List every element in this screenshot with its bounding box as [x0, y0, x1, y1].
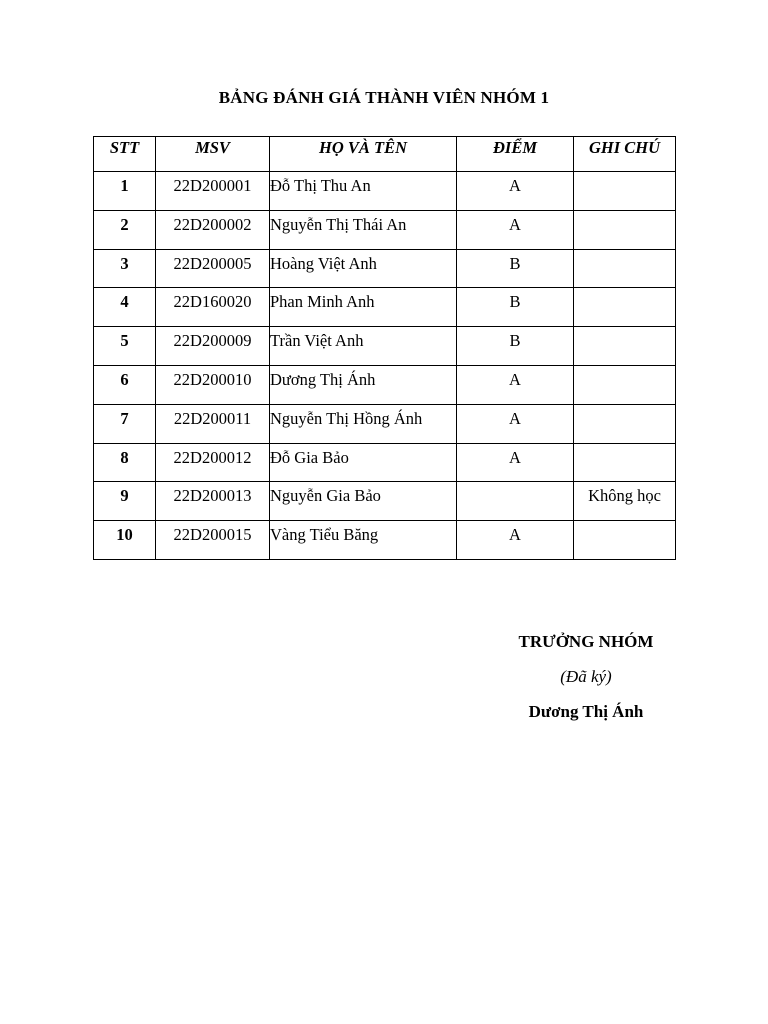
- document-title: BẢNG ĐÁNH GIÁ THÀNH VIÊN NHÓM 1: [218, 88, 550, 107]
- cell-name: Vàng Tiểu Băng: [270, 521, 457, 560]
- cell-stt: 7: [94, 404, 156, 443]
- cell-msv: 22D200002: [156, 210, 270, 249]
- cell-note: [574, 365, 676, 404]
- cell-note: [574, 172, 676, 211]
- cell-grade: A: [457, 365, 574, 404]
- cell-grade: A: [457, 443, 574, 482]
- cell-msv: 22D200009: [156, 327, 270, 366]
- table-row: [94, 288, 676, 327]
- cell-grade: B: [457, 249, 574, 288]
- cell-stt: 2: [94, 210, 156, 249]
- header-msv: MSV: [156, 137, 270, 172]
- cell-name: Đỗ Thị Thu An: [270, 172, 457, 211]
- cell-note: [574, 210, 676, 249]
- member-evaluation-table: [93, 136, 676, 560]
- cell-note: Không học: [574, 482, 676, 521]
- signature-role: TRƯỞNG NHÓM: [518, 632, 654, 651]
- cell-name: Nguyễn Gia Bảo: [270, 482, 457, 521]
- header-stt: STT: [94, 137, 156, 172]
- cell-msv: 22D160020: [156, 288, 270, 327]
- cell-msv: 22D200011: [156, 404, 270, 443]
- header-grade: ĐIỂM: [457, 137, 574, 172]
- cell-note: [574, 443, 676, 482]
- cell-name: Hoàng Việt Anh: [270, 249, 457, 288]
- cell-grade: B: [457, 288, 574, 327]
- table-row: [94, 482, 676, 521]
- cell-grade: [457, 482, 574, 521]
- cell-note: [574, 404, 676, 443]
- table-row: [94, 443, 676, 482]
- header-name: HỌ VÀ TÊN: [270, 137, 457, 172]
- signature-name: Dương Thị Ánh: [528, 702, 644, 721]
- table-row: [94, 210, 676, 249]
- cell-name: Nguyễn Thị Hồng Ánh: [270, 404, 457, 443]
- cell-msv: 22D200013: [156, 482, 270, 521]
- cell-stt: 6: [94, 365, 156, 404]
- cell-stt: 5: [94, 327, 156, 366]
- table-row: [94, 327, 676, 366]
- table-row: [94, 365, 676, 404]
- cell-stt: 10: [94, 521, 156, 560]
- cell-grade: A: [457, 404, 574, 443]
- cell-stt: 1: [94, 172, 156, 211]
- cell-name: Nguyễn Thị Thái An: [270, 210, 457, 249]
- table-body: [94, 172, 676, 560]
- cell-msv: 22D200010: [156, 365, 270, 404]
- cell-msv: 22D200001: [156, 172, 270, 211]
- table-row: [94, 172, 676, 211]
- cell-grade: A: [457, 521, 574, 560]
- table-row: [94, 521, 676, 560]
- cell-note: [574, 327, 676, 366]
- cell-note: [574, 249, 676, 288]
- cell-stt: 3: [94, 249, 156, 288]
- cell-grade: B: [457, 327, 574, 366]
- cell-name: Đỗ Gia Bảo: [270, 443, 457, 482]
- cell-name: Trần Việt Anh: [270, 327, 457, 366]
- table-row: [94, 249, 676, 288]
- header-note: GHI CHÚ: [574, 137, 676, 172]
- table-header-row: [94, 137, 676, 172]
- cell-msv: 22D200005: [156, 249, 270, 288]
- cell-stt: 4: [94, 288, 156, 327]
- cell-note: [574, 288, 676, 327]
- cell-name: Dương Thị Ánh: [270, 365, 457, 404]
- cell-stt: 8: [94, 443, 156, 482]
- cell-msv: 22D200012: [156, 443, 270, 482]
- signature-status: (Đã ký): [560, 667, 612, 686]
- cell-note: [574, 521, 676, 560]
- table-row: [94, 404, 676, 443]
- cell-grade: A: [457, 210, 574, 249]
- cell-name: Phan Minh Anh: [270, 288, 457, 327]
- cell-msv: 22D200015: [156, 521, 270, 560]
- cell-grade: A: [457, 172, 574, 211]
- cell-stt: 9: [94, 482, 156, 521]
